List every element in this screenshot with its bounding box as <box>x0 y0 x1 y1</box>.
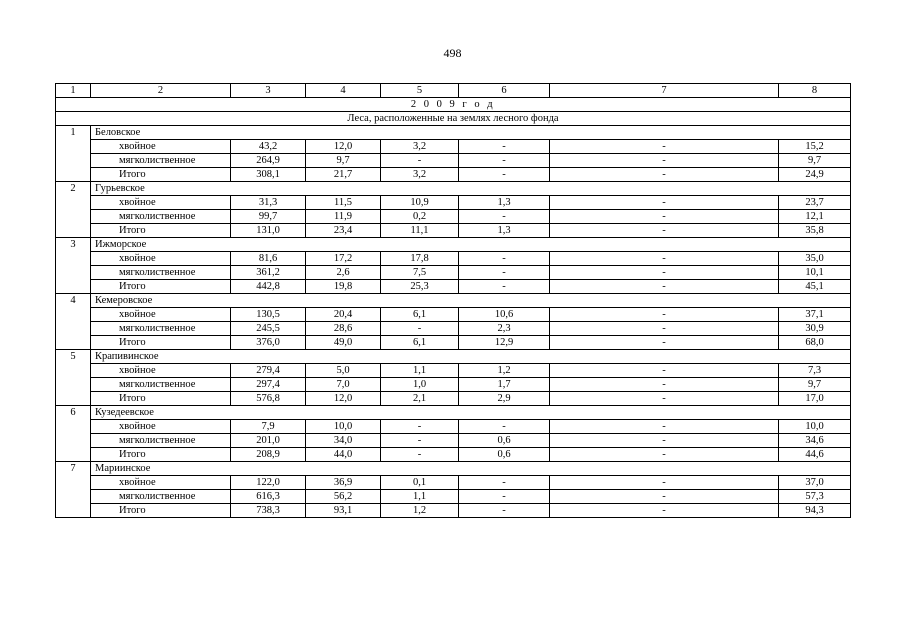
value-cell: 17,8 <box>381 252 459 266</box>
district-row <box>56 350 851 364</box>
value-cell: 7,9 <box>231 420 306 434</box>
value-cell: - <box>550 378 779 392</box>
district-name: Крапивинское <box>91 350 851 364</box>
value-cell: 23,4 <box>306 224 381 238</box>
value-cell: 10,0 <box>306 420 381 434</box>
value-cell: 297,4 <box>231 378 306 392</box>
table-row <box>56 420 851 434</box>
value-cell: 616,3 <box>231 490 306 504</box>
district-number: 7 <box>56 462 91 518</box>
value-cell: 208,9 <box>231 448 306 462</box>
table-row <box>56 378 851 392</box>
value-cell: 11,1 <box>381 224 459 238</box>
value-cell: 7,0 <box>306 378 381 392</box>
column-number: 4 <box>306 84 381 98</box>
value-cell: - <box>459 504 550 518</box>
value-cell: 9,7 <box>779 378 851 392</box>
value-cell: 81,6 <box>231 252 306 266</box>
table-row <box>56 322 851 336</box>
table-row <box>56 168 851 182</box>
value-cell: 94,3 <box>779 504 851 518</box>
value-cell: 57,3 <box>779 490 851 504</box>
column-number: 6 <box>459 84 550 98</box>
value-cell: - <box>459 252 550 266</box>
row-label: хвойное <box>91 476 231 490</box>
forest-table <box>55 83 851 518</box>
district-name: Мариинское <box>91 462 851 476</box>
row-label: мягколиственное <box>91 210 231 224</box>
value-cell: 130,5 <box>231 308 306 322</box>
row-label: мягколиственное <box>91 266 231 280</box>
value-cell: 35,0 <box>779 252 851 266</box>
district-name: Беловское <box>91 126 851 140</box>
value-cell: 21,7 <box>306 168 381 182</box>
value-cell: 19,8 <box>306 280 381 294</box>
value-cell: 442,8 <box>231 280 306 294</box>
value-cell: 0,1 <box>381 476 459 490</box>
value-cell: - <box>550 392 779 406</box>
value-cell: 279,4 <box>231 364 306 378</box>
value-cell: - <box>550 420 779 434</box>
district-row <box>56 126 851 140</box>
value-cell: 1,1 <box>381 364 459 378</box>
value-cell: 36,9 <box>306 476 381 490</box>
value-cell: - <box>459 168 550 182</box>
value-cell: 24,9 <box>779 168 851 182</box>
value-cell: 1,2 <box>381 504 459 518</box>
value-cell: - <box>550 336 779 350</box>
value-cell: 12,0 <box>306 140 381 154</box>
column-number: 7 <box>550 84 779 98</box>
table-row <box>56 224 851 238</box>
table-row <box>56 392 851 406</box>
value-cell: 1,0 <box>381 378 459 392</box>
column-number: 2 <box>91 84 231 98</box>
value-cell: - <box>550 168 779 182</box>
value-cell: - <box>550 252 779 266</box>
value-cell: 1,2 <box>459 364 550 378</box>
district-row <box>56 406 851 420</box>
value-cell: - <box>459 490 550 504</box>
value-cell: - <box>550 476 779 490</box>
value-cell: 44,0 <box>306 448 381 462</box>
value-cell: 99,7 <box>231 210 306 224</box>
table-row <box>56 280 851 294</box>
value-cell: 37,0 <box>779 476 851 490</box>
value-cell: 12,0 <box>306 392 381 406</box>
value-cell: 31,3 <box>231 196 306 210</box>
value-cell: 6,1 <box>381 308 459 322</box>
value-cell: 0,6 <box>459 434 550 448</box>
column-number: 5 <box>381 84 459 98</box>
value-cell: 1,3 <box>459 224 550 238</box>
district-row <box>56 462 851 476</box>
value-cell: 264,9 <box>231 154 306 168</box>
value-cell: - <box>459 154 550 168</box>
value-cell: 1,7 <box>459 378 550 392</box>
table-row <box>56 308 851 322</box>
district-number: 4 <box>56 294 91 350</box>
value-cell: 12,9 <box>459 336 550 350</box>
district-name: Гурьевское <box>91 182 851 196</box>
year-heading: 2 0 0 9 г о д <box>56 98 851 112</box>
value-cell: 308,1 <box>231 168 306 182</box>
table-row <box>56 364 851 378</box>
table-row <box>56 266 851 280</box>
value-cell: 9,7 <box>306 154 381 168</box>
value-cell: 34,6 <box>779 434 851 448</box>
row-label: мягколиственное <box>91 434 231 448</box>
value-cell: 0,2 <box>381 210 459 224</box>
value-cell: - <box>550 308 779 322</box>
district-number: 3 <box>56 238 91 294</box>
table-row <box>56 504 851 518</box>
row-label: хвойное <box>91 196 231 210</box>
value-cell: - <box>550 266 779 280</box>
district-row <box>56 238 851 252</box>
value-cell: 2,1 <box>381 392 459 406</box>
row-label: хвойное <box>91 308 231 322</box>
value-cell: 201,0 <box>231 434 306 448</box>
value-cell: 15,2 <box>779 140 851 154</box>
value-cell: 20,4 <box>306 308 381 322</box>
district-number: 5 <box>56 350 91 406</box>
value-cell: - <box>381 154 459 168</box>
value-cell: 5,0 <box>306 364 381 378</box>
value-cell: - <box>381 434 459 448</box>
district-name: Кемеровское <box>91 294 851 308</box>
value-cell: 68,0 <box>779 336 851 350</box>
row-label: Итого <box>91 448 231 462</box>
value-cell: 35,8 <box>779 224 851 238</box>
section-heading: Леса, расположенные на землях лесного фонда <box>56 112 851 126</box>
value-cell: - <box>550 154 779 168</box>
district-row <box>56 182 851 196</box>
value-cell: 37,1 <box>779 308 851 322</box>
page-number: 498 <box>443 46 462 60</box>
row-label: мягколиственное <box>91 322 231 336</box>
district-number: 2 <box>56 182 91 238</box>
row-label: Итого <box>91 336 231 350</box>
value-cell: - <box>550 490 779 504</box>
district-name: Кузедеевское <box>91 406 851 420</box>
table-row <box>56 154 851 168</box>
value-cell: - <box>550 504 779 518</box>
column-number: 3 <box>231 84 306 98</box>
value-cell: 44,6 <box>779 448 851 462</box>
value-cell: 10,6 <box>459 308 550 322</box>
value-cell: 361,2 <box>231 266 306 280</box>
value-cell: - <box>550 140 779 154</box>
row-label: Итого <box>91 504 231 518</box>
value-cell: 9,7 <box>779 154 851 168</box>
value-cell: 28,6 <box>306 322 381 336</box>
table-row <box>56 434 851 448</box>
value-cell: 0,6 <box>459 448 550 462</box>
column-number: 1 <box>56 84 91 98</box>
value-cell: 376,0 <box>231 336 306 350</box>
value-cell: 7,5 <box>381 266 459 280</box>
year-row <box>56 98 851 112</box>
value-cell: 49,0 <box>306 336 381 350</box>
value-cell: 34,0 <box>306 434 381 448</box>
value-cell: - <box>550 322 779 336</box>
row-label: мягколиственное <box>91 154 231 168</box>
table-row <box>56 140 851 154</box>
value-cell: 25,3 <box>381 280 459 294</box>
value-cell: 10,0 <box>779 420 851 434</box>
value-cell: 131,0 <box>231 224 306 238</box>
value-cell: - <box>550 224 779 238</box>
table-row <box>56 336 851 350</box>
value-cell: 2,3 <box>459 322 550 336</box>
value-cell: 1,3 <box>459 196 550 210</box>
value-cell: - <box>381 448 459 462</box>
value-cell: 576,8 <box>231 392 306 406</box>
value-cell: - <box>459 140 550 154</box>
value-cell: 122,0 <box>231 476 306 490</box>
value-cell: 11,5 <box>306 196 381 210</box>
value-cell: - <box>459 266 550 280</box>
value-cell: 1,1 <box>381 490 459 504</box>
value-cell: - <box>459 420 550 434</box>
value-cell: 3,2 <box>381 168 459 182</box>
district-number: 6 <box>56 406 91 462</box>
value-cell: - <box>459 476 550 490</box>
column-number: 8 <box>779 84 851 98</box>
row-label: хвойное <box>91 420 231 434</box>
table-row <box>56 476 851 490</box>
value-cell: 17,2 <box>306 252 381 266</box>
table-row <box>56 196 851 210</box>
value-cell: 23,7 <box>779 196 851 210</box>
table-body <box>56 84 851 518</box>
district-number: 1 <box>56 126 91 182</box>
value-cell: 11,9 <box>306 210 381 224</box>
table-row <box>56 490 851 504</box>
value-cell: - <box>550 280 779 294</box>
row-label: хвойное <box>91 252 231 266</box>
value-cell: - <box>381 322 459 336</box>
table-row <box>56 210 851 224</box>
value-cell: 2,9 <box>459 392 550 406</box>
value-cell: - <box>550 434 779 448</box>
value-cell: 30,9 <box>779 322 851 336</box>
row-label: хвойное <box>91 364 231 378</box>
value-cell: 10,1 <box>779 266 851 280</box>
value-cell: 3,2 <box>381 140 459 154</box>
row-label: Итого <box>91 168 231 182</box>
value-cell: 6,1 <box>381 336 459 350</box>
value-cell: 93,1 <box>306 504 381 518</box>
value-cell: - <box>550 448 779 462</box>
value-cell: 7,3 <box>779 364 851 378</box>
district-name: Ижморское <box>91 238 851 252</box>
table-row <box>56 448 851 462</box>
value-cell: - <box>459 210 550 224</box>
district-row <box>56 294 851 308</box>
value-cell: - <box>550 210 779 224</box>
column-number-row <box>56 84 851 98</box>
value-cell: - <box>550 364 779 378</box>
table-row <box>56 252 851 266</box>
value-cell: 43,2 <box>231 140 306 154</box>
value-cell: - <box>381 420 459 434</box>
value-cell: 2,6 <box>306 266 381 280</box>
row-label: Итого <box>91 280 231 294</box>
value-cell: 245,5 <box>231 322 306 336</box>
row-label: мягколиственное <box>91 378 231 392</box>
value-cell: 56,2 <box>306 490 381 504</box>
row-label: Итого <box>91 224 231 238</box>
value-cell: 738,3 <box>231 504 306 518</box>
row-label: хвойное <box>91 140 231 154</box>
row-label: мягколиственное <box>91 490 231 504</box>
row-label: Итого <box>91 392 231 406</box>
value-cell: 10,9 <box>381 196 459 210</box>
value-cell: 45,1 <box>779 280 851 294</box>
section-row <box>56 112 851 126</box>
value-cell: 17,0 <box>779 392 851 406</box>
value-cell: - <box>550 196 779 210</box>
value-cell: - <box>459 280 550 294</box>
value-cell: 12,1 <box>779 210 851 224</box>
